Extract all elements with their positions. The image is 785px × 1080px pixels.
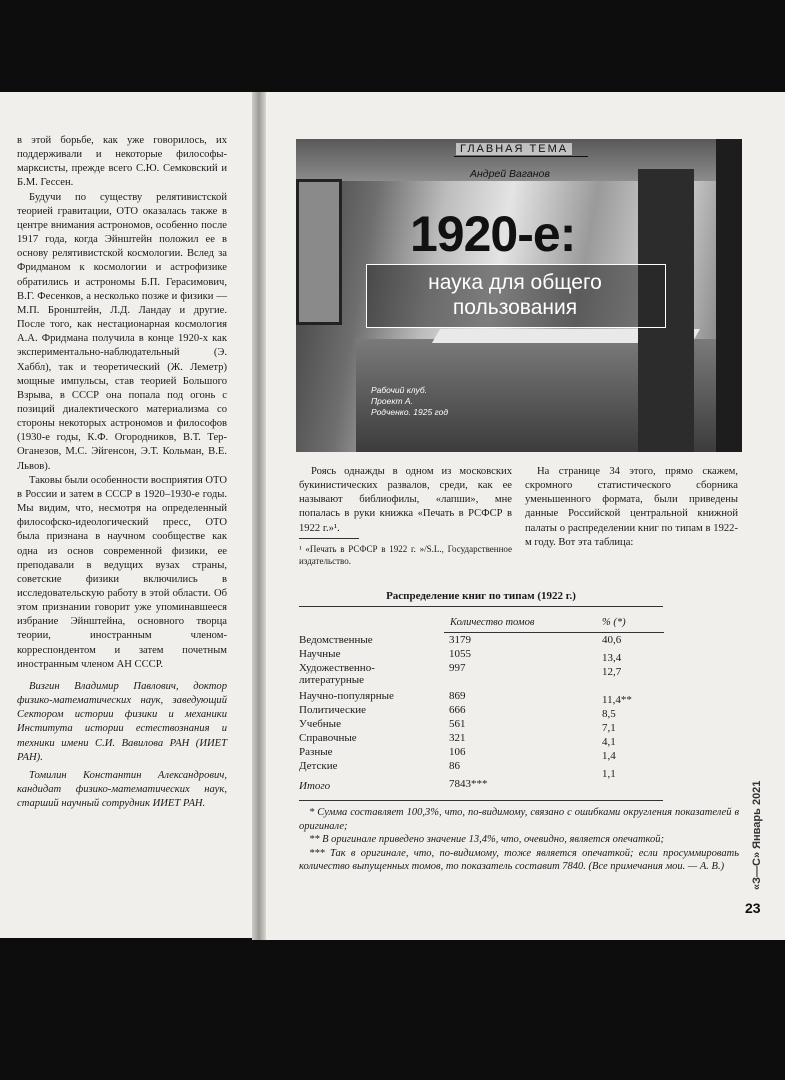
issue-label-text: «З—С» Январь 2021 bbox=[751, 780, 763, 890]
table-rule-header bbox=[444, 632, 664, 633]
footnote: ¹ «Печать в РСФСР в 1922 г. »/S.L., Государственное издательство. bbox=[299, 544, 512, 566]
table-row-count: 321 bbox=[449, 732, 466, 744]
table-note-1: * Сумма составляет 100,3%, что, по-видимому, связано с ошибками округления показателей в оригинале; bbox=[299, 807, 739, 832]
table-note-3: *** Так в оригинале, что, по-видимому, тоже является опечаткой; если просуммировать количество выпущенных томов, то показатель составит 7840. (Все примечания мои. — А. В.) bbox=[299, 847, 739, 873]
table-row-type: Справочные bbox=[299, 732, 357, 744]
table-row-count: 1055 bbox=[449, 648, 471, 660]
left-column bbox=[17, 134, 227, 811]
table-row-type: Разные bbox=[299, 746, 333, 758]
table-row-type: Научно-популярные bbox=[299, 690, 394, 702]
left-paragraph-3: Таковы были особенности восприятия ОТО в России и затем в СССР в 1920–1930-е годы. Мы видим, что, несмотря на определенный философско-идеологический пресс, ОТО была признана в научном сообществе как одна из основ современной физики, ее преподавали в ведущих вузах страны, советские физики включились в исследовательскую работу в этой области. Об этом признании говорит уже упоминавшееся избрание Эйнштейна, основного творца теории, иностранным членом-корреспондентом и затем почетным иностранным членом АН СССР. bbox=[17, 474, 227, 670]
table-row-pct: 40,6 bbox=[602, 634, 622, 646]
article-title: 1920-е: bbox=[410, 206, 576, 262]
table-row-pct: 4,1 bbox=[602, 736, 616, 748]
table-row-type: Детские bbox=[299, 760, 338, 772]
table-row-count: 561 bbox=[449, 718, 466, 730]
page-number: 23 bbox=[745, 900, 761, 916]
left-paragraph-2: Будучи по существу релятивистской теорией гравитации, ОТО оказалась также в центре внимания астрономов, особенно после 1917 года, когда Эйнштейн положил ее в основу релятивистской космологии. Вслед за Фридманом к космологии и астрофизике обратились и астрономы Б.П. Герасимович, В.Г. Фесенков, а несколько позже и физики — М.П. Бронштейн, Л.Д. Ландау и другие. После того, как нестационарная космология А.А. Фридмана получила в конце 1920-х как экспериментально-наблюдательный (Э. Хаббл), так и теоретический (Ж. Леметр) мощные импульсы, став теорией Большого Взрыва, в СССР она попала под огонь с позиций диалектического материализма со стороны некоторых астрономов и философов (1930-е годы, К.Ф. Огородников, В.Т. Тер-Оганезов, М.С. Эйгенсон, Э.Т. Кольман, В.Е. Львов). bbox=[17, 191, 227, 472]
table-row-pct: 1,4 bbox=[602, 750, 616, 762]
body-column-2 bbox=[525, 465, 738, 550]
table-row-type: Итого bbox=[299, 780, 331, 792]
body-paragraph-1: Роясь однажды в одном из московских букинистических развалов, среди, как ее называют библиофилы, «лапши», мне попалась в руки книжка «Печать в РСФСР в 1922 г.»¹. bbox=[299, 466, 512, 534]
photo-caption: Рабочий клуб. Проект А. Родченко. 1925 год bbox=[371, 385, 449, 417]
table-row-pct: 13,4 bbox=[602, 652, 622, 664]
author-bio-1: Визгин Владимир Павлович, доктор физико-математических наук, заведующий Сектором истории физики и механики Института истории естествознания и техники имени С.И. Вавилова РАН (ИИЕТ РАН). bbox=[17, 680, 227, 763]
table-row-count: 86 bbox=[449, 760, 460, 772]
section-tag: ГЛАВНАЯ ТЕМА bbox=[456, 143, 572, 155]
body-paragraph-2: На странице 34 этого, прямо скажем, скромного статистического сборника уменьшенного формата, были приведены данные Российской центральной книжной палаты о распределении книг по типам в 1922-м году. Вот эта таблица: bbox=[525, 466, 738, 548]
table-row-count: 7843*** bbox=[449, 778, 488, 790]
table-row-pct: 8,5 bbox=[602, 708, 616, 720]
table-row-pct: 1,1 bbox=[602, 768, 616, 780]
table-row-type: Научные bbox=[299, 648, 341, 660]
table-header-count: Количество томов bbox=[450, 617, 535, 628]
table-rule-bottom bbox=[299, 800, 663, 801]
table-row-type: Политические bbox=[299, 704, 367, 716]
body-column-1 bbox=[299, 465, 512, 536]
table-row-type: Учебные bbox=[299, 718, 341, 730]
table-row-type: Художественно-литературные bbox=[299, 662, 375, 686]
article-author: Андрей Ваганов bbox=[470, 168, 550, 180]
table-note-2: ** В оригинале приведено значение 13,4%, что, очевидно, является опечаткой; bbox=[309, 834, 665, 846]
table-row-count: 869 bbox=[449, 690, 466, 702]
article-subtitle: наука для общего пользования bbox=[428, 271, 602, 319]
table-rule-top bbox=[299, 606, 663, 607]
table-row-pct: 11,4** bbox=[602, 694, 632, 706]
table-row-count: 997 bbox=[449, 662, 466, 674]
table-row-count: 106 bbox=[449, 746, 466, 758]
table-row-type: Ведомственные bbox=[299, 634, 373, 646]
section-tag-rule bbox=[454, 156, 588, 157]
table-row-pct: 12,7 bbox=[602, 666, 622, 678]
issue-label bbox=[749, 780, 765, 996]
footnote-rule bbox=[299, 538, 359, 539]
table-title: Распределение книг по типам (1922 г.) bbox=[386, 590, 576, 602]
table-row-count: 3179 bbox=[449, 634, 471, 646]
author-bio-2: Томилин Константин Александрович, кандидат физико-математических наук, старший научный сотрудник ИИЕТ РАН. bbox=[17, 769, 227, 810]
table-header-pct: % (*) bbox=[602, 617, 626, 628]
left-paragraph-1: в этой борьбе, как уже говорилось, их поддерживали и некоторые философы-марксисты, прежде всего С.Ю. Семковский и Б.М. Гессен. bbox=[17, 135, 227, 189]
page-gutter bbox=[252, 92, 266, 940]
table-row-pct: 7,1 bbox=[602, 722, 616, 734]
table-row-count: 666 bbox=[449, 704, 466, 716]
table-notes bbox=[299, 806, 739, 874]
